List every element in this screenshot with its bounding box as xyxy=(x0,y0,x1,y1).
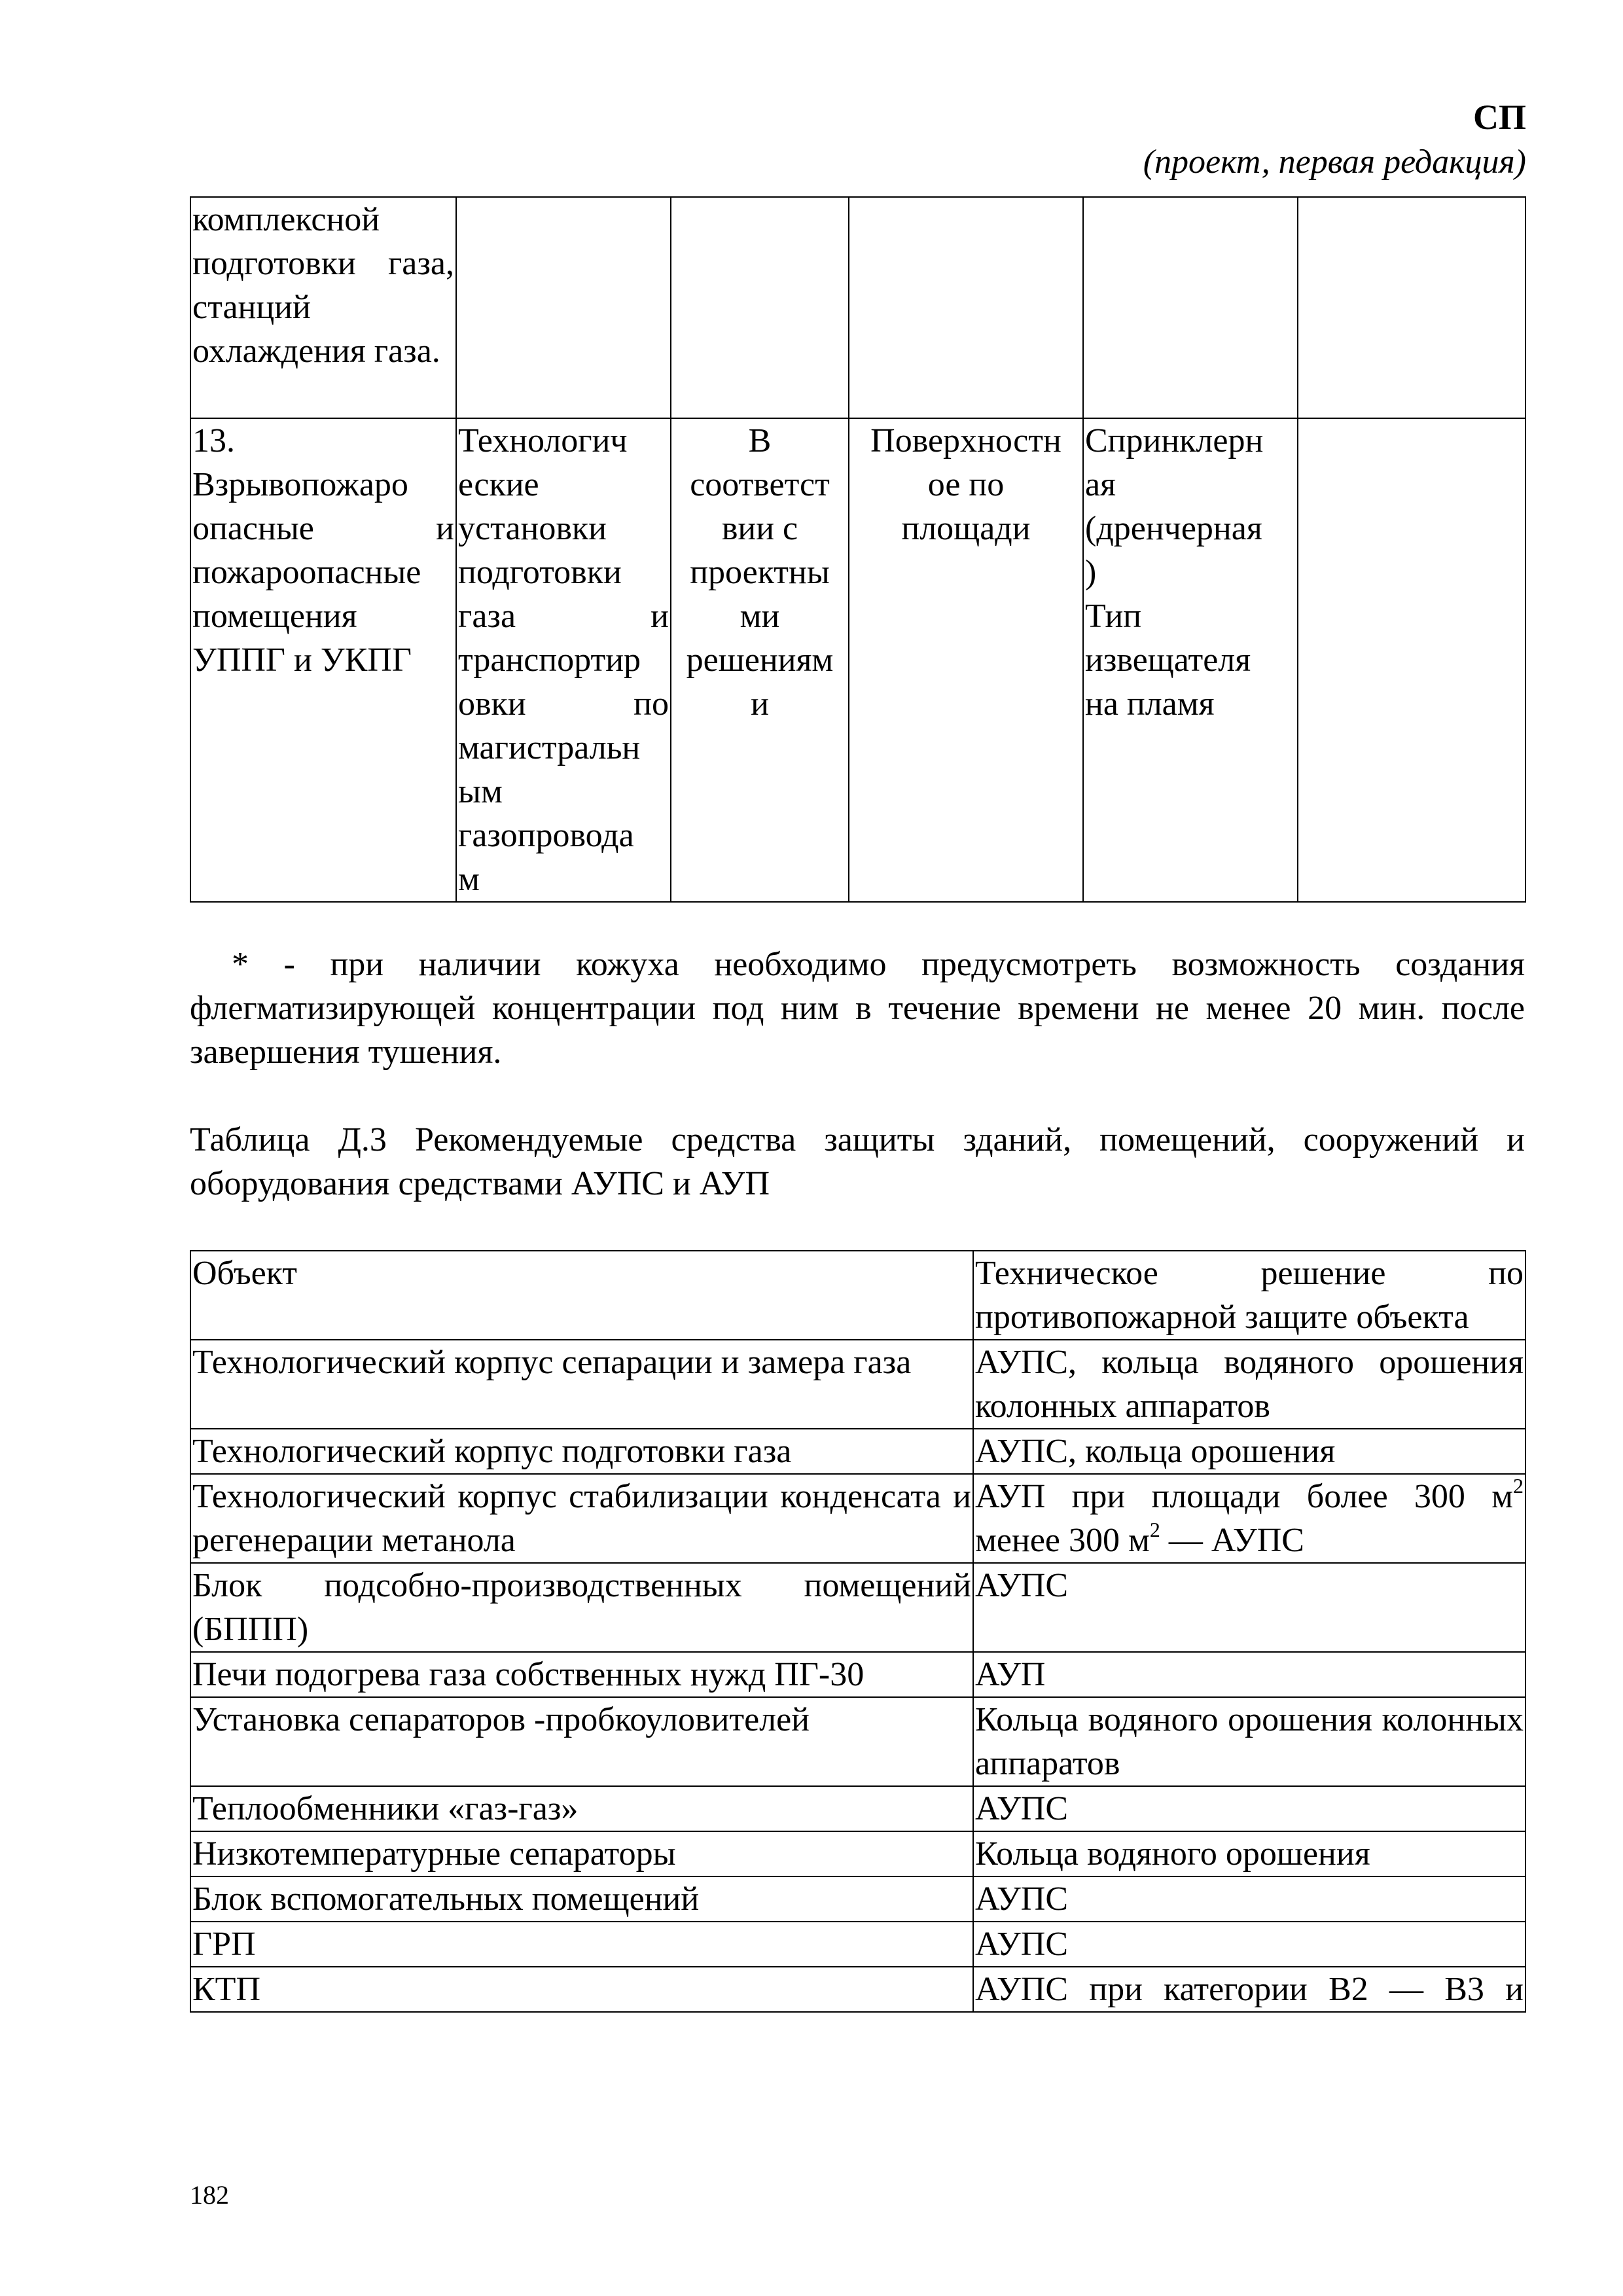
cell-line: газопровода xyxy=(458,817,634,854)
cell-line: извещателя xyxy=(1085,641,1251,679)
footnote: * - при наличии кожуха необходимо предусмотреть возможность создания флегматизирующей концентрации под ним в течение времени не менее 20 мин. после завершения тушения. xyxy=(190,946,1525,1071)
cell-line: 13. xyxy=(192,422,235,459)
table-row xyxy=(190,197,1525,418)
cell-line: магистральн xyxy=(458,729,641,766)
table-continuation xyxy=(190,196,1526,903)
cell-line: еские xyxy=(458,466,539,503)
table-cell xyxy=(849,418,1083,902)
solution-cell: АУПС, кольца орошения xyxy=(973,1429,1525,1474)
cell-line: м xyxy=(458,861,480,898)
cell-line: на пламя xyxy=(1085,685,1215,723)
solution-cell: АУП xyxy=(973,1652,1525,1697)
document-code: СП xyxy=(1473,98,1526,137)
object-cell: КТП xyxy=(190,1967,973,2012)
table-row xyxy=(190,1429,1525,1474)
object-cell: Низкотемпературные сепараторы xyxy=(190,1831,973,1876)
cell-line: помещения xyxy=(192,598,357,635)
table-row xyxy=(190,1340,1525,1429)
cell-line: газа и xyxy=(458,598,669,635)
cell-line: ым xyxy=(458,773,503,810)
table-row xyxy=(190,1652,1525,1697)
cell-line: площади xyxy=(901,510,1031,547)
header-solution: Техническое решение по противопожарной защите объекта xyxy=(973,1251,1525,1340)
table-cell xyxy=(456,418,671,902)
object-cell: Теплообменники «газ-газ» xyxy=(190,1786,973,1831)
object-cell: Технологический корпус сепарации и замера газа xyxy=(190,1340,973,1429)
cell-line: Технологич xyxy=(458,422,628,459)
cell-line: пожароопасные xyxy=(192,554,421,591)
solution-line: менее 300 $м^2$ — АУПС xyxy=(975,1518,1304,1559)
solution-cell: АУПС xyxy=(973,1563,1525,1652)
table-cell xyxy=(1298,197,1525,418)
table-row xyxy=(190,1474,1525,1563)
solution-cell: Кольца водяного орошения xyxy=(973,1831,1525,1876)
page-number: 182 xyxy=(190,2180,229,2210)
table-cell xyxy=(190,418,456,902)
table-row xyxy=(190,1563,1525,1652)
table-cell xyxy=(671,418,849,902)
cell-line: Тип xyxy=(1085,598,1142,635)
table-cell: комплексной подготовки газа, станций охлаждения газа. xyxy=(190,197,456,418)
cell-line: установки xyxy=(458,510,607,547)
solution-cell: АУПС xyxy=(973,1786,1525,1831)
cell-line: опасные и xyxy=(192,510,454,547)
table-row xyxy=(190,1786,1525,1831)
cell-line: (дренчерная xyxy=(1085,510,1262,547)
cell-line: Взрывопожаро xyxy=(192,466,408,503)
table-cell xyxy=(1083,197,1298,418)
table-row xyxy=(190,1697,1525,1786)
solution-cell: АУПС xyxy=(973,1876,1525,1922)
cell-line: вии с xyxy=(721,510,798,547)
object-cell: Печи подогрева газа собственных нужд ПГ-30 xyxy=(190,1652,973,1697)
table-cell xyxy=(1298,418,1525,902)
document-subtitle: (проект, первая редакция) xyxy=(1143,143,1526,181)
cell-line: ми xyxy=(740,598,780,635)
cell-line: решениям xyxy=(686,641,834,679)
cell-line: Поверхностн xyxy=(870,422,1061,459)
table-caption: Таблица Д.3 Рекомендуемые средства защиты зданий, помещений, сооружений и оборудования средствами АУПС и АУП xyxy=(190,1121,1525,1202)
object-cell: Технологический корпус подготовки газа xyxy=(190,1429,973,1474)
cell-line: подготовки xyxy=(458,554,622,591)
table-cell xyxy=(1083,418,1298,902)
cell-line: овки по xyxy=(458,685,669,723)
table-cell xyxy=(456,197,671,418)
cell-line: ) xyxy=(1085,554,1097,591)
header-object: Объект xyxy=(190,1251,973,1340)
cell-line: ое по xyxy=(927,466,1005,503)
solution-cell: АУПС xyxy=(973,1922,1525,1967)
object-cell: Установка сепараторов -пробкоуловителей xyxy=(190,1697,973,1786)
table-row xyxy=(190,1876,1525,1922)
solution-line: АУП при площади более 300 $м^2$ xyxy=(975,1474,1524,1515)
solution-cell xyxy=(973,1474,1525,1563)
table-row xyxy=(190,1922,1525,1967)
object-cell: Блок подсобно-производственных помещений (БППП) xyxy=(190,1563,973,1652)
cell-line: В xyxy=(748,422,772,459)
cell-line: соответст xyxy=(690,466,830,503)
table-d3 xyxy=(190,1250,1526,2013)
cell-line: транспортир xyxy=(458,641,641,679)
cell-line: проектны xyxy=(690,554,830,591)
table-row xyxy=(190,418,1525,902)
solution-cell: АУПС, кольца водяного орошения колонных аппаратов xyxy=(973,1340,1525,1429)
object-cell: Блок вспомогательных помещений xyxy=(190,1876,973,1922)
cell-line: и xyxy=(751,685,769,723)
table-row xyxy=(190,1967,1525,2012)
table-cell xyxy=(671,197,849,418)
object-cell: Технологический корпус стабилизации конденсата и регенерации метанола xyxy=(190,1474,973,1563)
cell-line: ая xyxy=(1085,466,1116,503)
table-row xyxy=(190,1831,1525,1876)
object-cell: ГРП xyxy=(190,1922,973,1967)
solution-cell: Кольца водяного орошения колонных аппаратов xyxy=(973,1697,1525,1786)
table-header-row xyxy=(190,1251,1525,1340)
cell-line: Спринклерн xyxy=(1085,422,1264,459)
cell-line: УППГ и УКПГ xyxy=(192,641,412,679)
solution-cell: АУПС при категории В2 — В3 и xyxy=(973,1967,1525,2012)
table-cell xyxy=(849,197,1083,418)
